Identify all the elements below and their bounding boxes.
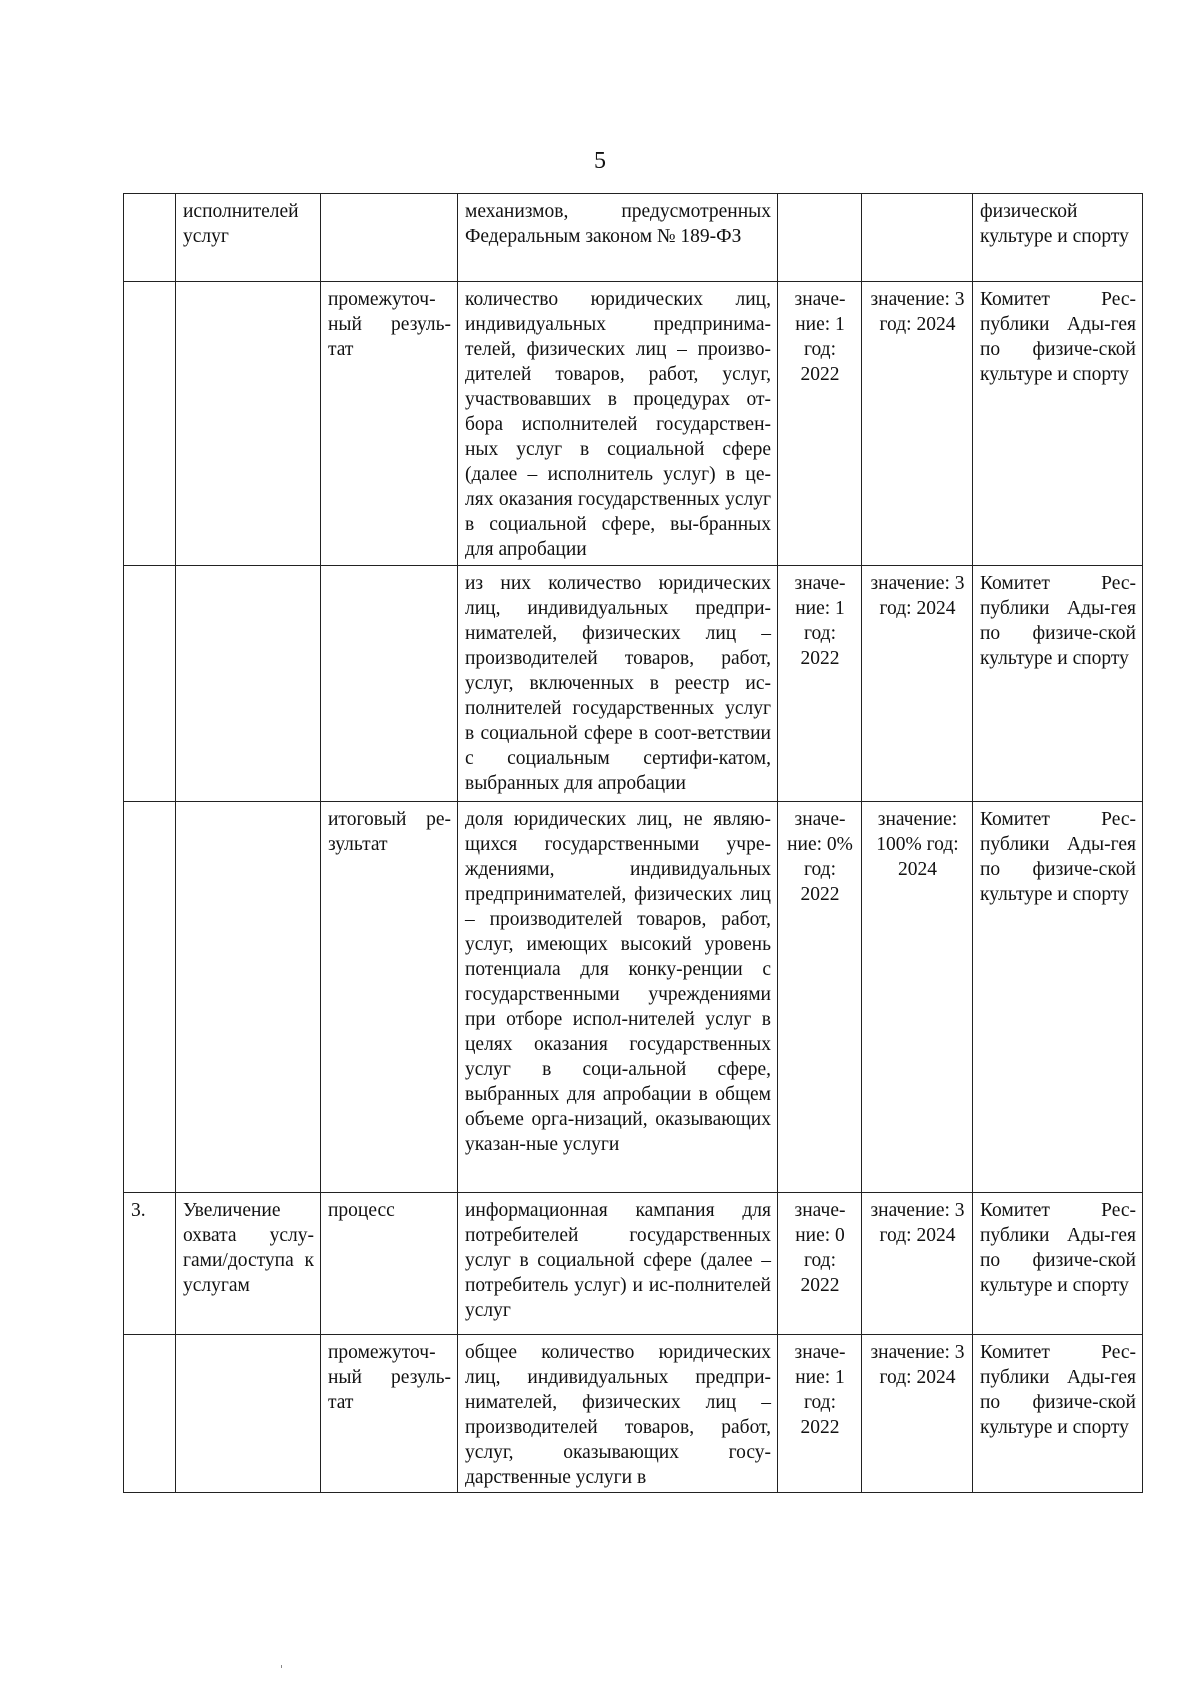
responsible-cell: Комитет Рес-публики Ады-гея по физиче-ской культуре и спорту (973, 1335, 1143, 1493)
row-number-cell (124, 1335, 176, 1493)
result-type-cell: промежуточ-ный резуль-тат (321, 282, 458, 566)
base-value-cell (778, 194, 862, 282)
indicator-cell: общее количество юридических лиц, индивидуальных предпри-нимателей, физических лиц – производителей товаров, работ, услуг, оказывающих госу-дарственные услуги в (458, 1335, 778, 1493)
indicator-cell: из них количество юридических лиц, индивидуальных предпри-нимателей, физических лиц – производителей товаров, работ, услуг, включенных в реестр ис-полнителей государственных услуг в социальной сфере в соот-ветствии с социальным сертифи-катом, выбранных для апробации (458, 566, 778, 802)
task-cell (176, 566, 321, 802)
result-type-cell: процесс (321, 1193, 458, 1335)
target-value-cell: значение: 100% год: 2024 (862, 802, 973, 1193)
base-value-cell: значе-ние: 0 год: 2022 (778, 1193, 862, 1335)
target-value-cell: значение: 3 год: 2024 (862, 282, 973, 566)
table-row (124, 194, 1143, 282)
base-value-cell: значе-ние: 0% год: 2022 (778, 802, 862, 1193)
task-text: исполнителей услуг (183, 201, 299, 247)
target-value-cell: значение: 3 год: 2024 (862, 566, 973, 802)
indicator-cell: информационная кампания для потребителей государственных услуг в социальной сфере (далее – потребитель услуг) и ис-полнителей услуг (458, 1193, 778, 1335)
table-row (124, 1193, 1143, 1335)
indicator-cell: количество юридических лиц, индивидуальных предпринима-телей, физических лиц – произво-дителей товаров, работ, услуг, участвовавших в процедурах от-бора исполнителей государствен-ных услуг в социальной сфере (далее – исполнитель услуг) в це-лях оказания государственных услуг в социальной сфере, вы-бранных для апробации (458, 282, 778, 566)
indicator-cell: доля юридических лиц, не являю-щихся государственными учре-ждениями, индивидуальных предпринимателей, физических лиц – производителей товаров, работ, услуг, имеющих высокий уровень потенциала для конку-ренции с государственными учреждениями при отборе испол-нителей услуг в целях оказания государственных услуг в соци-альной сфере, выбранных для апробации в общем объеме орга-низаций, оказывающих указан-ные услуги (458, 802, 778, 1193)
scan-artifact (281, 1665, 282, 1668)
row-number-cell (124, 802, 176, 1193)
task-cell: Увеличение охвата услу-гами/доступа к услугам (176, 1193, 321, 1335)
table-row (124, 282, 1143, 566)
row-number-cell: 3. (124, 1193, 176, 1335)
base-value-cell: значе-ние: 1 год: 2022 (778, 1335, 862, 1493)
task-cell (176, 282, 321, 566)
task-cell (176, 802, 321, 1193)
table-row (124, 802, 1143, 1193)
responsible-cell: Комитет Рес-публики Ады-гея по физиче-ской культуре и спорту (973, 802, 1143, 1193)
target-value-cell: значение: 3 год: 2024 (862, 1335, 973, 1493)
result-type-cell: промежуточ-ный резуль-тат (321, 1335, 458, 1493)
row-number-cell (124, 282, 176, 566)
base-value-cell: значе-ние: 1 год: 2022 (778, 282, 862, 566)
row-number-cell (124, 566, 176, 802)
result-type-cell: итоговый ре-зультат (321, 802, 458, 1193)
responsible-cell: Комитет Рес-публики Ады-гея по физиче-ской культуре и спорту (973, 1193, 1143, 1335)
page-number: 5 (594, 148, 606, 174)
target-value-cell: значение: 3 год: 2024 (862, 1193, 973, 1335)
target-value-cell (862, 194, 973, 282)
task-cell (176, 194, 321, 282)
responsible-cell: физической культуре и спорту (973, 194, 1143, 282)
result-type-cell (321, 194, 458, 282)
indicator-cell: механизмов, предусмотренных Федеральным законом № 189-ФЗ (458, 194, 778, 282)
responsible-cell: Комитет Рес-публики Ады-гея по физиче-ской культуре и спорту (973, 282, 1143, 566)
result-type-cell (321, 566, 458, 802)
base-value-cell: значе-ние: 1 год: 2022 (778, 566, 862, 802)
task-cell (176, 1335, 321, 1493)
plan-table (123, 193, 1143, 1493)
responsible-cell: Комитет Рес-публики Ады-гея по физиче-ской культуре и спорту (973, 566, 1143, 802)
row-number-cell (124, 194, 176, 282)
table-row (124, 1335, 1143, 1493)
table-row (124, 566, 1143, 802)
